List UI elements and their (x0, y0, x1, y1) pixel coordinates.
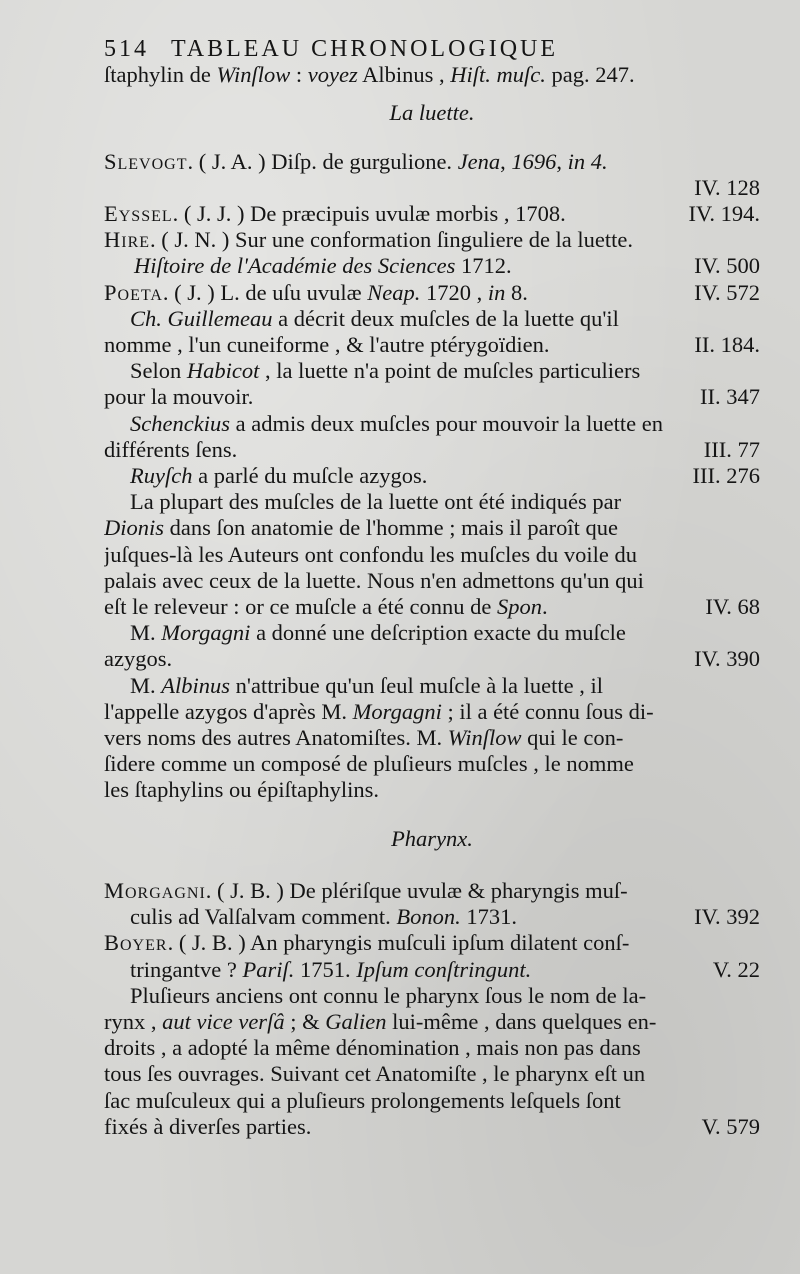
text-line (104, 699, 760, 725)
text-line (104, 332, 760, 358)
text-line (104, 411, 760, 437)
text-line (104, 1114, 760, 1140)
text-span: : (290, 62, 308, 88)
entry-line (104, 878, 760, 904)
volume-reference: IV. 128 (694, 174, 760, 200)
author-name: Poeta (104, 279, 163, 305)
volume-reference: IV. 390 (694, 646, 760, 672)
text-span: azygos. (104, 646, 173, 672)
page-number: 514 (104, 36, 149, 62)
text-line: juſques-là les Auteurs ont confondu les muſcles du voile du (104, 541, 638, 567)
text-line (104, 1009, 760, 1035)
text-line: palais avec ceux de la luette. Nous n'en admettons qu'un qui (104, 567, 644, 593)
text-span: Albinus , (357, 62, 451, 88)
text-line: droits , a adopté la même dénomination , mais non pas dans (104, 1035, 641, 1061)
text-line: ſidere comme un composé de pluſieurs muſcles , le nomme (104, 751, 634, 777)
text-line (104, 673, 760, 699)
italic-span: Hiſt. muſc. (450, 62, 546, 88)
page-title: TABLEAU CHRONOLOGIQUE (171, 36, 559, 62)
text-span: 1720 , (420, 279, 488, 305)
text-span: tringantve ? (130, 956, 243, 982)
entry-line (104, 280, 760, 306)
text-span: 1712. (455, 253, 512, 279)
text-line (104, 306, 760, 332)
entry-line (104, 957, 760, 983)
volume-reference: III. 276 (692, 463, 760, 489)
text-line (104, 463, 760, 489)
text-span: rynx , (104, 1008, 163, 1034)
volume-reference: V. 22 (712, 956, 760, 982)
section-heading: La luette. (389, 100, 475, 126)
text-span: a parlé du muſcle azygos. (192, 463, 428, 489)
text-span: ; & (284, 1008, 326, 1034)
text-line (104, 437, 760, 463)
text-span: culis ad Valſalvam comment. (130, 904, 397, 930)
text-line: ſac muſculeux qui a pluſieurs prolongements leſquels ſont (104, 1087, 621, 1113)
text-span: . ( J. B. ) An pharyngis muſculi ipſum dilatent conſ- (167, 930, 630, 956)
italic-span: Ipſum conſtringunt. (356, 956, 532, 982)
volume-reference: IV. 572 (694, 279, 760, 305)
text-span: l'appelle azygos d'après M. (104, 698, 353, 724)
text-span: ſtaphylin de (104, 62, 217, 88)
italic-span: aut vice verſâ (162, 1008, 285, 1034)
text-span: vers noms des autres Anatomiſtes. M. (104, 725, 448, 751)
text-span: 8. (505, 279, 528, 305)
italic-span: Neap. (367, 279, 421, 305)
text-span: n'attribue qu'un ſeul muſcle à la luette , il (230, 672, 604, 698)
text-span: nomme , l'un cuneiforme , & l'autre ptérygoïdien. (104, 332, 550, 358)
italic-span: Albinus (161, 672, 231, 698)
italic-span: in (487, 279, 506, 305)
text-span: fixés à diverſes parties. (104, 1113, 312, 1139)
volume-reference: IV. 68 (705, 594, 760, 620)
text-span: . ( J. B. ) De plériſque uvulæ & pharyngis muſ- (205, 877, 628, 903)
italic-span: 1696 (511, 148, 557, 174)
text-span: M. (130, 672, 162, 698)
italic-span: Ruyſch (130, 463, 193, 489)
italic-span: Morgagni (161, 620, 251, 646)
italic-span: Jena (457, 148, 501, 174)
text-span: . ( J. N. ) Sur une conformation ſinguliere de la luette. (150, 227, 634, 253)
italic-span: voyez (307, 62, 358, 88)
italic-span: Pariſ. (242, 956, 295, 982)
italic-span: Bonon. (396, 904, 461, 930)
author-name: Hire (104, 227, 151, 253)
volume-reference: II. 347 (700, 384, 760, 410)
text-span: eſt le releveur : or ce muſcle a été connu de (104, 594, 497, 620)
text-span: a donné une deſcription exacte du muſcle (250, 620, 626, 646)
text-span: qui le con- (521, 725, 624, 751)
text-span: Selon (130, 358, 187, 384)
entry-line (104, 904, 760, 930)
author-name: Boyer (104, 930, 168, 956)
text-line: tous ſes ouvrages. Suivant cet Anatomiſte , le pharynx eſt un (104, 1061, 646, 1087)
text-span: . ( J. J. ) De præcipuis uvulæ morbis , 1708. (172, 201, 566, 227)
text-span: pour la mouvoir. (104, 384, 254, 410)
text-span: . ( J. A. ) Diſp. de gurgulione. (187, 148, 458, 174)
text-line (104, 620, 760, 646)
italic-span: Habicot (186, 358, 260, 384)
author-name: Eyssel (104, 201, 173, 227)
volume-reference: IV. 500 (694, 253, 760, 279)
text-span: . ( J. ) L. de uſu uvulæ (162, 279, 368, 305)
text-span: différents ſens. (104, 436, 238, 462)
volume-reference: IV. 392 (694, 904, 760, 930)
italic-span: Morgagni (352, 698, 442, 724)
entry-line (104, 149, 760, 175)
text-line (104, 725, 760, 751)
entry-line (104, 930, 760, 956)
italic-span: Schenckius (130, 410, 230, 436)
text-span: pag. 247. (545, 62, 635, 88)
italic-span: Dionis (104, 515, 165, 541)
text-span: , (556, 148, 568, 174)
volume-reference: IV. 194. (688, 201, 760, 227)
italic-span: Winſlow (216, 62, 291, 88)
section-heading: Pharynx. (391, 825, 473, 851)
entry-line (104, 253, 760, 279)
text-span: a décrit deux muſcles de la luette qu'il (272, 305, 619, 331)
text-span: 1731. (460, 904, 518, 930)
text-span: lui-même , dans quelques en- (386, 1008, 657, 1034)
italic-span: in 4. (567, 148, 608, 174)
text-line (104, 646, 760, 672)
italic-span: Spon (496, 594, 542, 620)
volume-reference: III. 77 (703, 436, 760, 462)
text-span: a admis deux muſcles pour mouvoir la luette en (229, 410, 663, 436)
italic-span: Hiſtoire de l'Académie des Sciences (134, 253, 456, 279)
text-line (104, 358, 760, 384)
running-header (104, 36, 760, 62)
volume-reference: II. 184. (694, 332, 760, 358)
text-line (104, 384, 760, 410)
author-name: Morgagni (104, 877, 206, 903)
text-line (104, 515, 760, 541)
text-span: , la luette n'a point de muſcles particuliers (259, 358, 641, 384)
text-line: Pluſieurs anciens ont connu le pharynx ſous le nom de la- (130, 982, 647, 1008)
text-line: les ſtaphylins ou épiſtaphylins. (104, 777, 379, 803)
text-line: La plupart des muſcles de la luette ont été indiqués par (130, 489, 622, 515)
text-span: . (541, 594, 548, 620)
text-span: ; il a été connu ſous di- (441, 698, 654, 724)
italic-span: Winſlow (447, 725, 522, 751)
text-span: 1751. (294, 956, 357, 982)
text-span: dans ſon anatomie de l'homme ; mais il paroît que (164, 515, 618, 541)
entry-line (104, 201, 760, 227)
text-span: , (500, 148, 512, 174)
italic-span: Ch. Guillemeau (130, 305, 273, 331)
text-line (104, 62, 760, 88)
text-line (104, 594, 760, 620)
italic-span: Galien (325, 1008, 387, 1034)
entry-line (104, 227, 760, 253)
text-span: M. (130, 620, 162, 646)
author-name: Slevogt (104, 148, 188, 174)
volume-reference: V. 579 (701, 1113, 760, 1139)
